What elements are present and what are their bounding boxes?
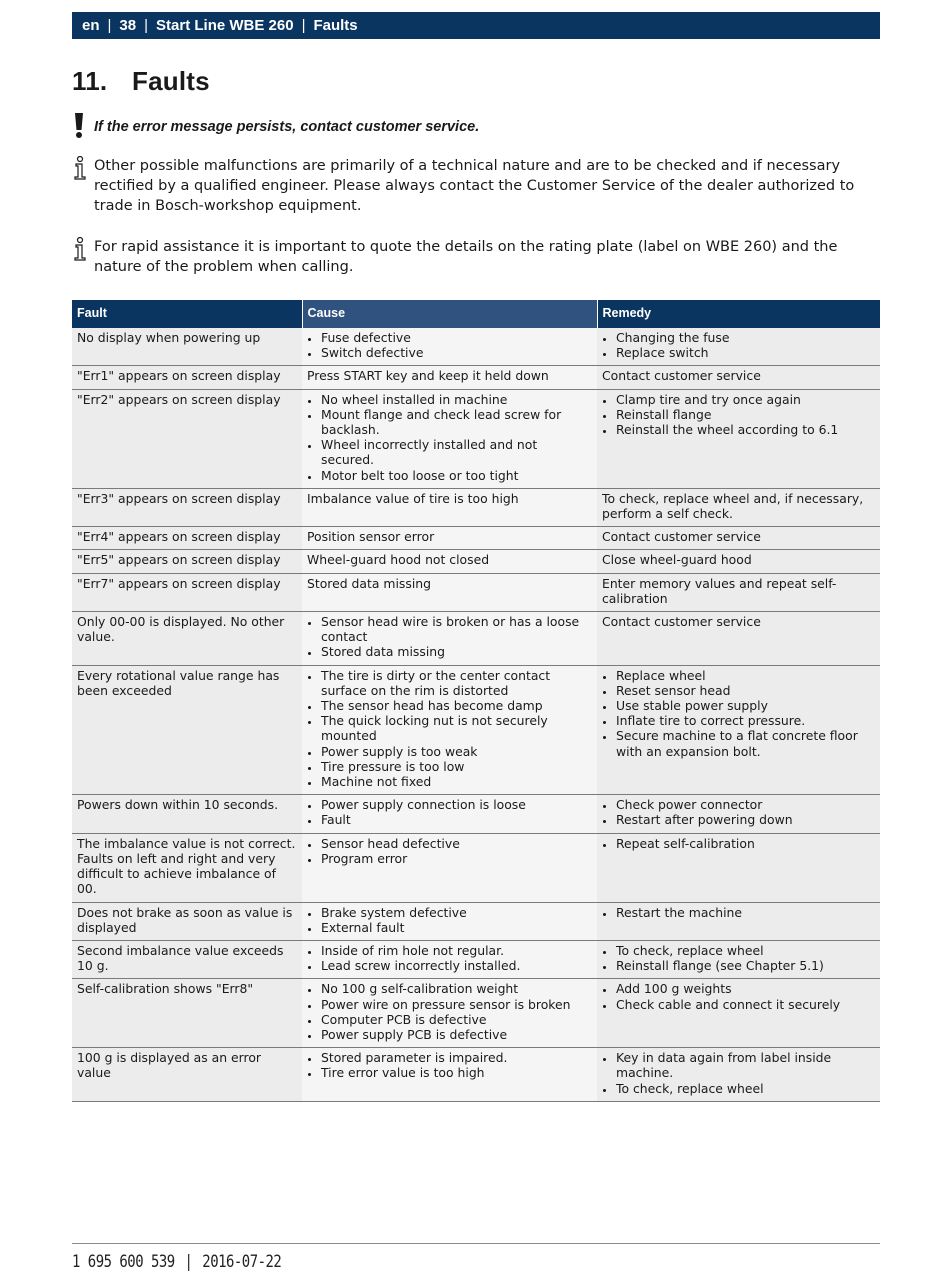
- cause-cell: [302, 612, 597, 666]
- cause-cell-list: [307, 905, 592, 935]
- list-item: • Sensor head defective: [321, 836, 592, 851]
- cause-cell-list: [307, 1050, 592, 1080]
- remedy-cell: Contact customer service: [597, 366, 880, 389]
- list-item: • Power supply PCB is defective: [321, 1027, 592, 1042]
- remedy-cell-list: [602, 797, 875, 827]
- cause-cell-list: [307, 614, 592, 660]
- list-item: • Secure machine to a flat concrete floor with an expansion bolt.: [616, 728, 875, 758]
- cause-cell-list: [307, 797, 592, 827]
- fault-cell: Powers down within 10 seconds.: [72, 795, 302, 833]
- chapter-title: [72, 66, 210, 97]
- fault-cell: "Err3" appears on screen display: [72, 488, 302, 526]
- cause-cell: Stored data missing: [302, 573, 597, 611]
- list-item: • Stored data missing: [321, 644, 592, 659]
- fault-cell: Second imbalance value exceeds 10 g.: [72, 940, 302, 978]
- list-item: • Fault: [321, 812, 592, 827]
- header-language: en: [82, 17, 100, 34]
- remedy-cell: [597, 1048, 880, 1102]
- fault-cell: 100 g is displayed as an error value: [72, 1048, 302, 1102]
- table-row: [72, 665, 880, 795]
- info-text: Other possible malfunctions are primarily of a technical nature and are to be checked and if necessary rectified by a qualified engineer. Please always contact the Customer Service of the dealer authorized to trade in Bosch-workshop equipment.: [94, 158, 855, 214]
- list-item: • To check, replace wheel: [616, 1081, 875, 1096]
- list-item: • Key in data again from label inside machine.: [616, 1050, 875, 1080]
- cause-cell: Imbalance value of tire is too high: [302, 488, 597, 526]
- table-row: [72, 940, 880, 978]
- fault-cell: "Err5" appears on screen display: [72, 550, 302, 573]
- header-separator: |: [301, 17, 306, 34]
- remedy-cell: [597, 940, 880, 978]
- cause-cell: [302, 328, 597, 366]
- remedy-cell-list: [602, 943, 875, 973]
- cause-cell: [302, 833, 597, 902]
- list-item: • No 100 g self-calibration weight: [321, 981, 592, 996]
- table-row: [72, 527, 880, 550]
- cause-cell: [302, 795, 597, 833]
- list-item: • Changing the fuse: [616, 330, 875, 345]
- list-item: • Reset sensor head: [616, 683, 875, 698]
- chapter-title-text: Faults: [132, 66, 210, 96]
- list-item: • Power supply is too weak: [321, 744, 592, 759]
- warning-text: If the error message persists, contact customer service.: [94, 119, 480, 135]
- document-number: 1 695 600 539: [72, 1252, 175, 1272]
- list-item: • Replace switch: [616, 345, 875, 360]
- info-icon: [72, 156, 88, 184]
- cause-cell-list: [307, 392, 592, 483]
- fault-cell: Only 00-00 is displayed. No other value.: [72, 612, 302, 666]
- remedy-cell-list: [602, 905, 875, 920]
- cause-cell: Press START key and keep it held down: [302, 366, 597, 389]
- list-item: • Restart the machine: [616, 905, 875, 920]
- list-item: • Reinstall the wheel according to 6.1: [616, 422, 875, 437]
- remedy-cell-list: [602, 668, 875, 759]
- footer-separator: |: [184, 1252, 193, 1272]
- list-item: • Machine not fixed: [321, 774, 592, 789]
- header-separator: |: [107, 17, 112, 34]
- header-page-number: 38: [119, 17, 137, 34]
- cause-cell-list: [307, 668, 592, 790]
- table-row: [72, 1048, 880, 1102]
- info-text: For rapid assistance it is important to quote the details on the rating plate (label on WBE 260) and the nature of the problem when calling.: [94, 239, 838, 275]
- column-header-cause: Cause: [302, 300, 597, 328]
- table-row: [72, 328, 880, 366]
- list-item: • Sensor head wire is broken or has a loose contact: [321, 614, 592, 644]
- list-item: • Check cable and connect it securely: [616, 997, 875, 1012]
- remedy-cell-list: [602, 836, 875, 851]
- table-row: [72, 979, 880, 1048]
- list-item: • Repeat self-calibration: [616, 836, 875, 851]
- header-product-name: Start Line WBE 260: [156, 17, 294, 34]
- list-item: • Fuse defective: [321, 330, 592, 345]
- remedy-cell-list: [602, 981, 875, 1011]
- list-item: • Reinstall flange: [616, 407, 875, 422]
- table-row: [72, 366, 880, 389]
- page-footer: [72, 1252, 281, 1272]
- list-item: • Brake system defective: [321, 905, 592, 920]
- list-item: • Replace wheel: [616, 668, 875, 683]
- cause-cell: [302, 1048, 597, 1102]
- header-section-name: Faults: [313, 17, 358, 34]
- cause-cell: Wheel-guard hood not closed: [302, 550, 597, 573]
- fault-cell: Does not brake as soon as value is displayed: [72, 902, 302, 940]
- list-item: • Clamp tire and try once again: [616, 392, 875, 407]
- cause-cell-list: [307, 981, 592, 1042]
- list-item: • Computer PCB is defective: [321, 1012, 592, 1027]
- cause-cell-list: [307, 943, 592, 973]
- remedy-cell: Contact customer service: [597, 527, 880, 550]
- fault-cell: The imbalance value is not correct. Faults on left and right and very difficult to achieve imbalance of 00.: [72, 833, 302, 902]
- list-item: • Program error: [321, 851, 592, 866]
- cause-cell: [302, 665, 597, 795]
- remedy-cell: Enter memory values and repeat self-calibration: [597, 573, 880, 611]
- page-header-bar: [72, 12, 880, 39]
- list-item: • Stored parameter is impaired.: [321, 1050, 592, 1065]
- exclamation-icon: [72, 113, 86, 143]
- fault-cell: Self-calibration shows "Err8": [72, 979, 302, 1048]
- fault-cell: "Err2" appears on screen display: [72, 389, 302, 488]
- list-item: • Check power connector: [616, 797, 875, 812]
- fault-cell: Every rotational value range has been exceeded: [72, 665, 302, 795]
- remedy-cell: [597, 979, 880, 1048]
- list-item: • Add 100 g weights: [616, 981, 875, 996]
- remedy-cell-list: [602, 1050, 875, 1096]
- list-item: • Inflate tire to correct pressure.: [616, 713, 875, 728]
- list-item: • Motor belt too loose or too tight: [321, 468, 592, 483]
- cause-cell: [302, 902, 597, 940]
- remedy-cell: To check, replace wheel and, if necessary, perform a self check.: [597, 488, 880, 526]
- remedy-cell: [597, 389, 880, 488]
- list-item: • Switch defective: [321, 345, 592, 360]
- list-item: • To check, replace wheel: [616, 943, 875, 958]
- cause-cell: [302, 979, 597, 1048]
- remedy-cell: [597, 665, 880, 795]
- list-item: • No wheel installed in machine: [321, 392, 592, 407]
- list-item: • Reinstall flange (see Chapter 5.1): [616, 958, 875, 973]
- list-item: • The tire is dirty or the center contact surface on the rim is distorted: [321, 668, 592, 698]
- remedy-cell: [597, 902, 880, 940]
- list-item: • Tire error value is too high: [321, 1065, 592, 1080]
- header-separator: |: [144, 17, 149, 34]
- remedy-cell: [597, 328, 880, 366]
- remedy-cell-list: [602, 392, 875, 438]
- info-icon: [72, 237, 88, 265]
- column-header-fault: Fault: [72, 300, 302, 328]
- list-item: • Tire pressure is too low: [321, 759, 592, 774]
- list-item: • Wheel incorrectly installed and not secured.: [321, 437, 592, 467]
- table-row: [72, 833, 880, 902]
- table-header-row: [72, 300, 880, 328]
- cause-cell: [302, 389, 597, 488]
- table-row: [72, 573, 880, 611]
- list-item: • Restart after powering down: [616, 812, 875, 827]
- fault-cell: "Err7" appears on screen display: [72, 573, 302, 611]
- list-item: • Mount flange and check lead screw for backlash.: [321, 407, 592, 437]
- faults-table: [72, 300, 880, 1102]
- table-row: [72, 612, 880, 666]
- fault-cell: "Err1" appears on screen display: [72, 366, 302, 389]
- cause-cell-list: [307, 330, 592, 360]
- fault-cell: "Err4" appears on screen display: [72, 527, 302, 550]
- remedy-cell: Contact customer service: [597, 612, 880, 666]
- footer-divider: [72, 1243, 880, 1244]
- chapter-number: 11.: [72, 66, 108, 96]
- document-date: 2016-07-22: [202, 1252, 282, 1272]
- info-notice: [72, 156, 880, 216]
- table-row: [72, 488, 880, 526]
- table-row: [72, 795, 880, 833]
- cause-cell: Position sensor error: [302, 527, 597, 550]
- warning-notice: [72, 113, 880, 137]
- cause-cell: [302, 940, 597, 978]
- list-item: • The quick locking nut is not securely mounted: [321, 713, 592, 743]
- table-row: [72, 902, 880, 940]
- table-row: [72, 550, 880, 573]
- list-item: • Inside of rim hole not regular.: [321, 943, 592, 958]
- table-row: [72, 389, 880, 488]
- fault-cell: No display when powering up: [72, 328, 302, 366]
- remedy-cell-list: [602, 330, 875, 360]
- cause-cell-list: [307, 836, 592, 866]
- list-item: • External fault: [321, 920, 592, 935]
- list-item: • Use stable power supply: [616, 698, 875, 713]
- remedy-cell: [597, 833, 880, 902]
- column-header-remedy: Remedy: [597, 300, 880, 328]
- list-item: • The sensor head has become damp: [321, 698, 592, 713]
- list-item: • Lead screw incorrectly installed.: [321, 958, 592, 973]
- remedy-cell: Close wheel-guard hood: [597, 550, 880, 573]
- info-notice: [72, 237, 880, 277]
- list-item: • Power supply connection is loose: [321, 797, 592, 812]
- remedy-cell: [597, 795, 880, 833]
- list-item: • Power wire on pressure sensor is broken: [321, 997, 592, 1012]
